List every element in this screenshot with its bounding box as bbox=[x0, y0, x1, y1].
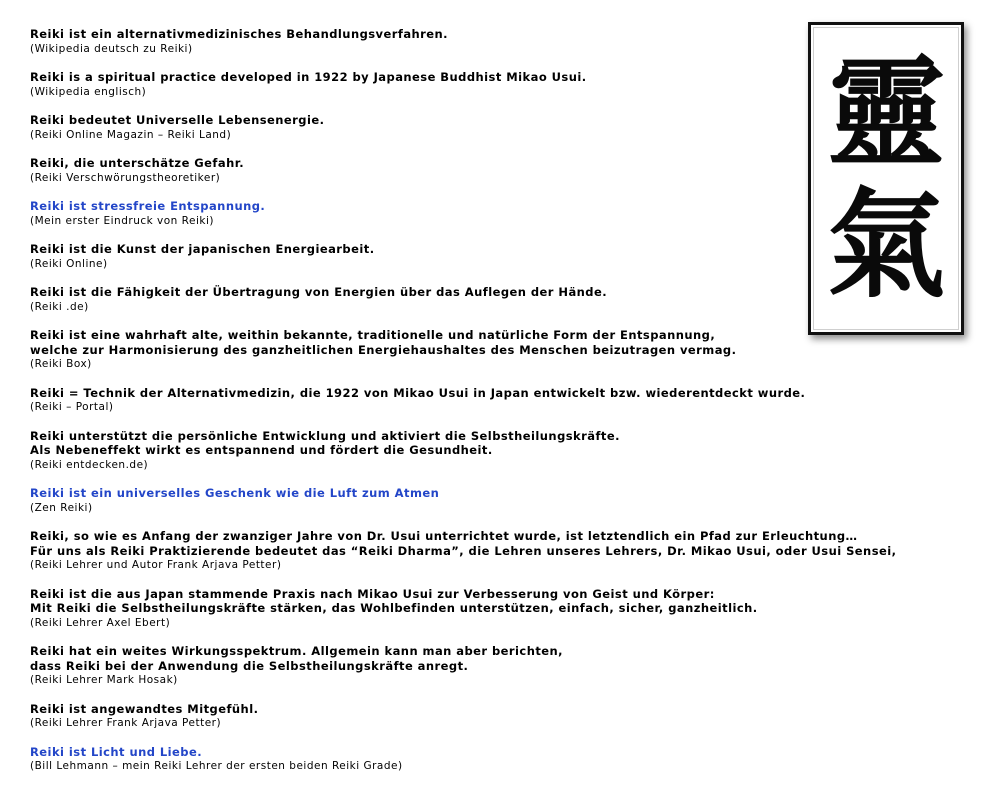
quote-text: Reiki, so wie es Anfang der zwanziger Jahre von Dr. Usui unterrichtet wurde, ist letztendlich ein Pfad zur Erleuchtung… bbox=[30, 529, 858, 543]
quote-text: Reiki unterstützt die persönliche Entwicklung und aktiviert die Selbstheilungskräfte. bbox=[30, 428, 620, 443]
quote-text: Reiki, die unterschätze Gefahr. bbox=[30, 156, 245, 170]
quote-source: (Wikipedia englisch) bbox=[30, 85, 147, 98]
quote-entry bbox=[30, 745, 995, 774]
quote-entry bbox=[30, 587, 995, 631]
quote-source: (Reiki entdecken.de) bbox=[30, 458, 149, 471]
quote-text: Als Nebeneffekt wirkt es entspannend und fördert die Gesundheit. bbox=[30, 443, 493, 457]
quote-source: (Reiki .de) bbox=[30, 300, 89, 313]
quote-text: Reiki ist eine wahrhaft alte, weithin bekannte, traditionelle und natürliche Form der Entspannung, bbox=[30, 328, 716, 342]
quote-source: (Reiki Box) bbox=[30, 358, 92, 370]
quote-text: welche zur Harmonisierung des ganzheitlichen Energiehaushaltes des Menschen beizutragen vermag. bbox=[30, 342, 737, 357]
quote-source: (Bill Lehmann – mein Reiki Lehrer der ersten beiden Reiki Grade) bbox=[30, 760, 403, 772]
quote-entry bbox=[30, 386, 995, 415]
quote-text: Reiki ist die aus Japan stammende Praxis nach Mikao Usui zur Verbesserung von Geist und Körper: bbox=[30, 586, 715, 601]
quote-text: Reiki ist die Kunst der japanischen Energiearbeit. bbox=[30, 242, 375, 256]
quote-source: (Reiki Online Magazin – Reiki Land) bbox=[30, 128, 232, 141]
quote-text: Reiki ist ein alternativmedizinisches Behandlungsverfahren. bbox=[30, 27, 448, 41]
quote-text: Reiki ist die Fähigkeit der Übertragung von Energien über das Auflegen der Hände. bbox=[30, 285, 608, 299]
quote-text: Für uns als Reiki Praktizierende bedeutet das “Reiki Dharma”, die Lehren unseres Lehrers, Dr. Mikao Usui, oder Usui Sensei, bbox=[30, 543, 897, 558]
kanji-rei: 靈 bbox=[826, 42, 945, 182]
quote-source: (Reiki Verschwörungstheoretiker) bbox=[30, 171, 221, 184]
quote-text: Mit Reiki die Selbstheilungskräfte stärken, das Wohlbefinden unterstützen, einfach, sicher, ganzheitlich. bbox=[30, 601, 758, 615]
quote-entry bbox=[30, 644, 995, 688]
quote-source: (Reiki Lehrer Mark Hosak) bbox=[30, 674, 178, 686]
quote-source: (Reiki Online) bbox=[30, 257, 108, 270]
quote-source: (Reiki Lehrer und Autor Frank Arjava Petter) bbox=[30, 559, 282, 571]
kanji-panel bbox=[813, 27, 959, 330]
quote-text: Reiki ist ein universelles Geschenk wie die Luft zum Atmen bbox=[30, 486, 440, 500]
quote-source: (Zen Reiki) bbox=[30, 501, 93, 514]
quote-text: Reiki is a spiritual practice developed in 1922 by Japanese Buddhist Mikao Usui. bbox=[30, 70, 587, 84]
quote-text: Reiki bedeutet Universelle Lebensenergie. bbox=[30, 113, 325, 127]
quote-source: (Wikipedia deutsch zu Reiki) bbox=[30, 42, 193, 55]
kanji-ki: 氣 bbox=[826, 174, 945, 314]
quote-text: Reiki ist stressfreie Entspannung. bbox=[30, 199, 266, 213]
quote-source: (Reiki Lehrer Axel Ebert) bbox=[30, 616, 171, 629]
quote-text: Reiki ist angewandtes Mitgefühl. bbox=[30, 701, 259, 716]
quote-source: (Reiki – Portal) bbox=[30, 401, 114, 413]
quote-text: Reiki = Technik der Alternativmedizin, die 1922 von Mikao Usui in Japan entwickelt bzw. wiederentdeckt wurde. bbox=[30, 385, 806, 400]
quote-entry bbox=[30, 702, 995, 731]
quote-entry bbox=[30, 529, 995, 573]
reiki-kanji-image bbox=[808, 22, 964, 335]
quote-text: Reiki hat ein weites Wirkungsspektrum. Allgemein kann man aber berichten, bbox=[30, 644, 563, 658]
quote-entry bbox=[30, 486, 995, 515]
quote-source: (Reiki Lehrer Frank Arjava Petter) bbox=[30, 717, 222, 729]
quote-entry bbox=[30, 429, 995, 473]
quote-text: dass Reiki bei der Anwendung die Selbstheilungskräfte anregt. bbox=[30, 658, 469, 673]
quote-source: (Mein erster Eindruck von Reiki) bbox=[30, 214, 214, 227]
quote-text: Reiki ist Licht und Liebe. bbox=[30, 744, 203, 759]
